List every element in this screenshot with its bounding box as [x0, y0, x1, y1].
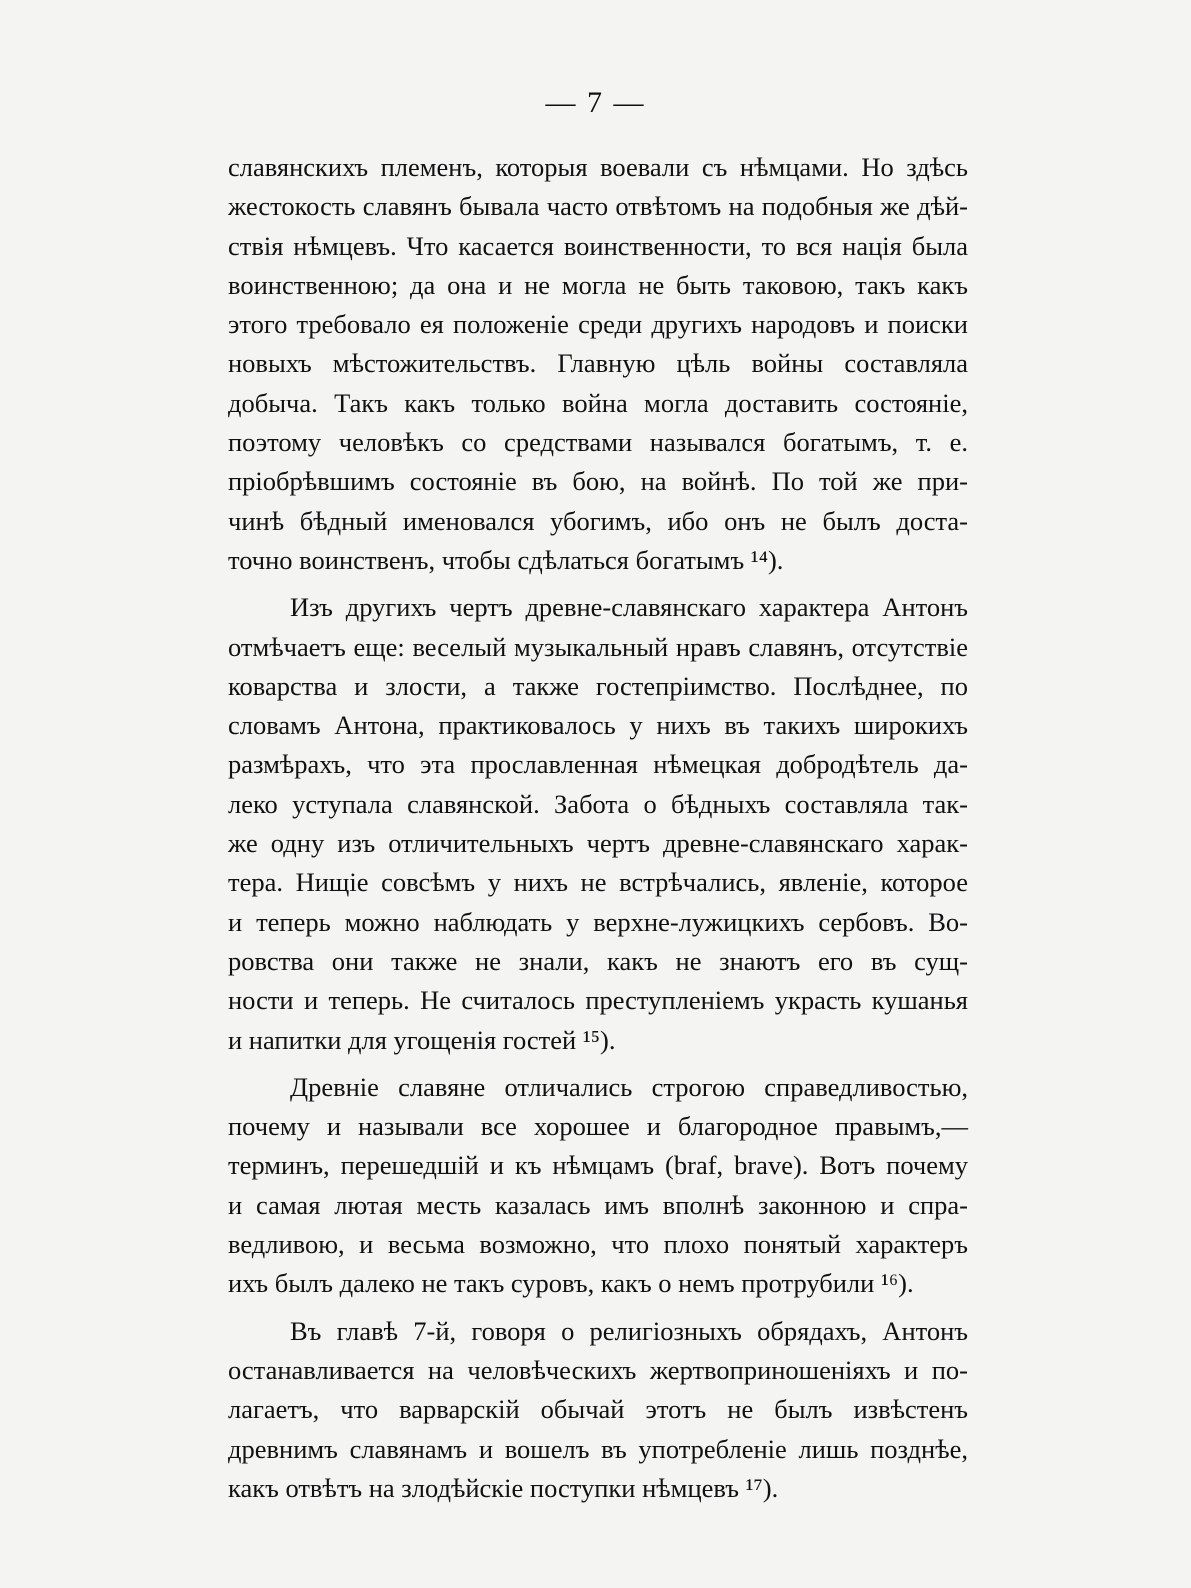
text-line: размѣрахъ, что эта прославленная нѣмецкая добродѣтель да-: [228, 749, 968, 780]
text-line: же одну изъ отличительныхъ чертъ древне-славянскаго харак-: [228, 828, 968, 859]
text-line: и самая лютая месть казалась имъ вполнѣ законною и спра-: [228, 1189, 968, 1220]
text-line: воинственною; да она и не могла не быть таковою, такъ какъ: [228, 269, 968, 300]
text-line: коварства и злости, а также гостепріимство. Послѣднее, по: [228, 670, 968, 701]
text-line: останавливается на человѣческихъ жертвоприношеніяхъ и по-: [228, 1354, 968, 1385]
text-line: почему и называли все хорошее и благородное правымъ,—: [228, 1111, 968, 1142]
text-line: славянскихъ племенъ, которыя воевали съ нѣмцами. Но здѣсь: [228, 152, 968, 182]
text-line: ведливою, и весьма возможно, что плохо понятый характеръ: [228, 1229, 968, 1260]
text-line: ствія нѣмцевъ. Что касается воинственности, то вся нація была: [228, 230, 968, 261]
text-line: древнимъ славянамъ и вошелъ въ употребленіе лишь позднѣе,: [228, 1433, 968, 1464]
text-line: Изъ другихъ чертъ древне-славянскаго характера Антонъ: [290, 592, 968, 623]
text-line: Древніе славяне отличались строгою справедливостью,: [290, 1071, 968, 1102]
text-line: новыхъ мѣстожительствъ. Главную цѣль войны составляла: [228, 348, 968, 379]
text-line: ровства они также не знали, какъ не знаютъ его въ сущ-: [228, 945, 968, 976]
paragraph-3: [228, 1068, 968, 1304]
text-line: лагаетъ, что варварскій обычай этотъ не былъ извѣстенъ: [228, 1394, 968, 1425]
text-line: словамъ Антона, практиковалось у нихъ въ такихъ широкихъ: [228, 710, 968, 741]
text-line: Въ главѣ 7-й, говоря о религіозныхъ обрядахъ, Антонъ: [290, 1315, 968, 1346]
text-line: какъ отвѣтъ на злодѣйскіе поступки нѣмцевъ ¹⁷).: [228, 1472, 779, 1503]
paragraph-2: [228, 588, 968, 1060]
text-line: чинѣ бѣдный именовался убогимъ, ибо онъ не былъ доста-: [228, 505, 968, 536]
text-line: пріобрѣвшимъ состояніе въ бою, на войнѣ. По той же при-: [228, 466, 968, 497]
text-line: ихъ былъ далеко не такъ суровъ, какъ о немъ протрубили ¹⁶).: [228, 1268, 914, 1299]
paragraph-1: [228, 148, 968, 580]
page-number: — 7 —: [545, 86, 646, 119]
body-text: [228, 148, 968, 1508]
text-line: отмѣчаетъ еще: веселый музыкальный нравъ славянъ, отсутствіе: [228, 631, 968, 662]
text-line: ности и теперь. Не считалось преступленіемъ украсть кушанья: [228, 985, 968, 1016]
text-line: терминъ, перешедшій и къ нѣмцамъ (braf, brave). Вотъ почему: [228, 1150, 968, 1181]
text-line: жестокость славянъ бывала часто отвѣтомъ на подобныя же дѣй-: [228, 191, 968, 222]
text-line: тера. Нищіе совсѣмъ у нихъ не встрѣчались, явленіе, которое: [228, 867, 968, 898]
text-line: этого требовало ея положеніе среди другихъ народовъ и поиски: [228, 309, 968, 340]
text-line: и теперь можно наблюдать у верхне-лужицкихъ сербовъ. Во-: [228, 906, 968, 937]
text-line: поэтому человѣкъ со средствами назывался богатымъ, т. е.: [228, 427, 968, 458]
text-line: точно воинственъ, чтобы сдѣлаться богатымъ ¹⁴).: [228, 544, 784, 575]
paragraph-4: [228, 1312, 968, 1508]
text-line: леко уступала славянской. Забота о бѣдныхъ составляла так-: [228, 788, 968, 819]
text-line: и напитки для угощенія гостей ¹⁵).: [228, 1024, 616, 1055]
text-line: добыча. Такъ какъ только война могла доставить состояніе,: [228, 387, 968, 418]
